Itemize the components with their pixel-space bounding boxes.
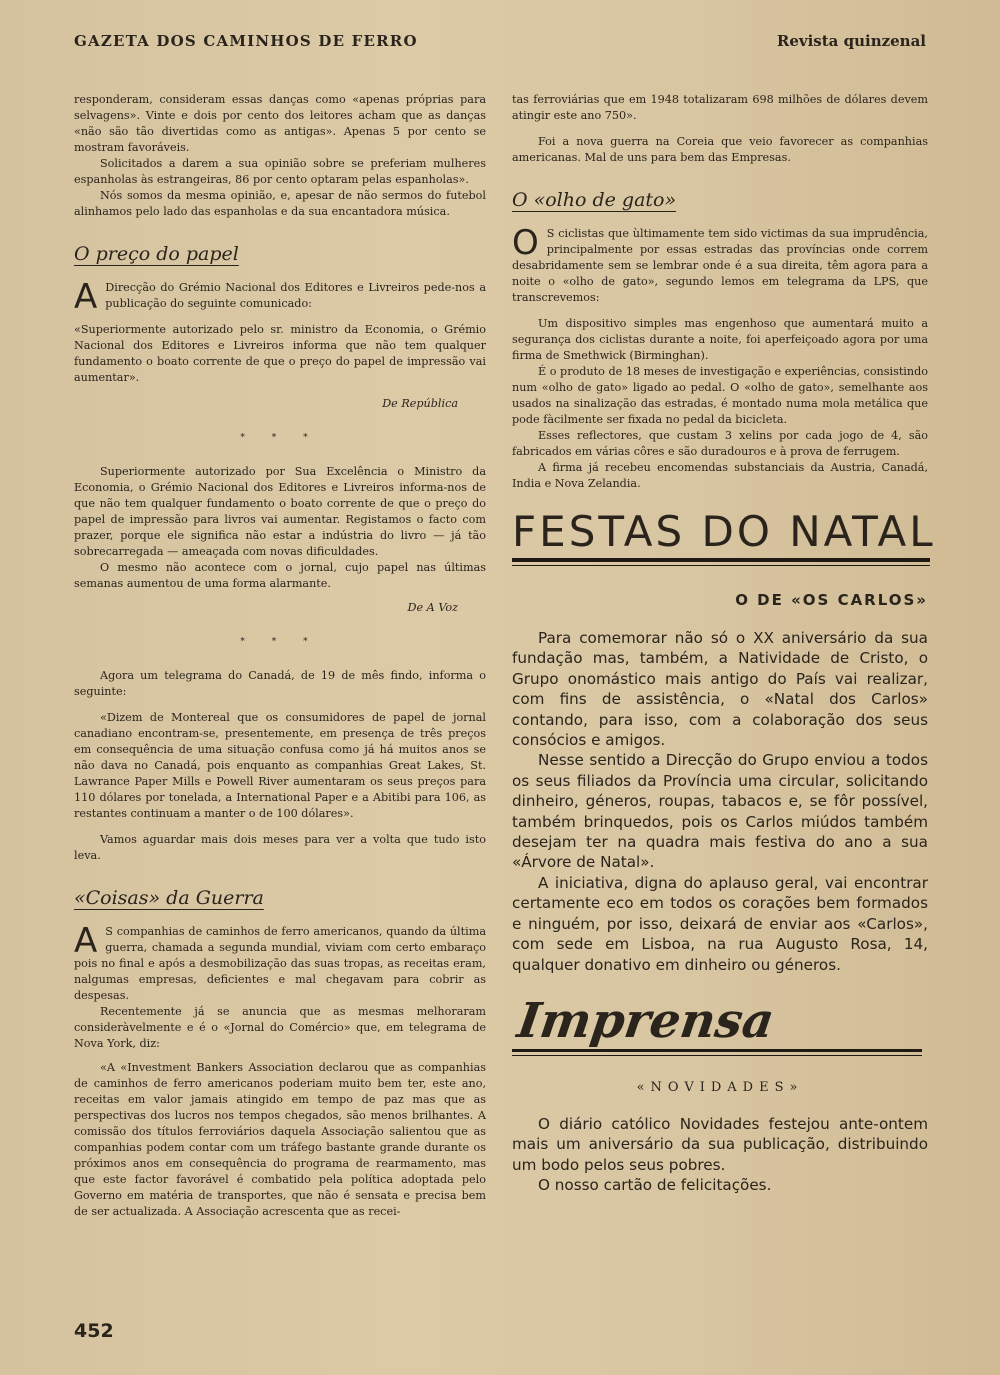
imprensa-title: Imprensa — [514, 992, 778, 1049]
section-title-preco-papel: O preço do papel — [74, 243, 239, 265]
continued-paragraph-2: Foi a nova guerra na Coreia que veio favorecer as companhias americanas. Mal de uns para bem das Empresas. — [512, 135, 928, 164]
intro-paragraph-3: Nós somos da mesma opinião, e, apesar de não sermos do futebol alinhamos pelo lado das espanholas e da sua encantadora música. — [74, 189, 486, 218]
separator-stars: * * * — [240, 433, 320, 443]
drop-cap: O — [512, 223, 539, 263]
title-rule-thick — [512, 558, 930, 562]
preco-signature-1: De República — [382, 397, 458, 410]
preco-paragraph-3: O mesmo não acontece com o jornal, cujo papel nas últimas semanas aumentou de uma forma alarmante. — [74, 561, 486, 590]
preco-signature-2: De A Voz — [407, 601, 458, 614]
imprensa-rule-thin — [512, 1055, 922, 1056]
page-number: 452 — [74, 1320, 114, 1342]
preco-paragraph-1: A Direcção do Grémio Nacional dos Editores e Livreiros pede-nos a publicação do seguinte comunicado: — [74, 277, 486, 317]
preco-paragraph-5: Vamos aguardar mais dois meses para ver a volta que tudo isto leva. — [74, 833, 486, 862]
olho-paragraph-4: Esses reflectores, que custam 3 xelins por cada jogo de 4, são fabricados em várias côres e são duradouros e à prova de ferrugem. — [512, 429, 928, 458]
coisas-paragraph-1: A S companhias de caminhos de ferro americanos, quando da última guerra, chamada a segunda mundial, viviam com certo embaraço pois no final e após a desmobilização das suas tropas, as receitas eram, nalgumas empresas, deficientes e mal chegavam para cobrir as despesas. — [74, 921, 486, 1002]
intro-paragraph-1: responderam, consideram essas danças como «apenas próprias para selvagens». Vinte e dois por cento dos leitores acham que as danças «não são tão divertidas como as antigas». Apenas 5 por cento se mostram favoráveis. — [74, 93, 486, 154]
preco-paragraph-2: Superiormente autorizado por Sua Excelência o Ministro da Economia, o Grémio Nacional dos Editores e Livreiros informa-nos de que não tem qualquer fundamento o boato corrente de que o preço do papel de impressão para livros vai aumentar. Registamos o facto com prazer, porque ele significa não estar a indústria do livro — já tão sobrecarregada — ameaçada com novas dificuldades. — [74, 465, 486, 558]
publication-frequency: Revista quinzenal — [776, 32, 926, 50]
left-column — [74, 92, 486, 1230]
continued-paragraph-1: tas ferroviárias que em 1948 totalizaram 698 milhões de dólares devem atingir este ano 750». — [512, 93, 928, 122]
preco-quote: «Superiormente autorizado pelo sr. ministro da Economia, o Grémio Nacional dos Editores e Livreiros informa que não tem qualquer fundamento o boato corrente de que o preço do papel de impressão vai aumentar». — [74, 323, 486, 384]
olho-paragraph-5: A firma já recebeu encomendas substanciais da Austria, Canadá, India e Nova Zelandia. — [512, 461, 928, 490]
drop-cap: A — [74, 277, 98, 317]
coisas-paragraph-2: Recentemente já se anuncia que as mesmas melhoraram consideràvelmente e é o «Jornal do Comércio» que, em telegrama de Nova York, diz: — [74, 1005, 486, 1050]
separator-stars: * * * — [240, 637, 320, 647]
imprensa-paragraph-1: O diário católico Novidades festejou ante-ontem mais um aniversário da sua publicação, distribuindo um bodo pelos seus pobres. — [512, 1114, 928, 1174]
imprensa-body — [512, 1114, 928, 1196]
festas-paragraph-3: A iniciativa, digna do aplauso geral, vai encontrar certamente eco em todos os corações bem formados e ninguém, por isso, deixará de enviar aos «Carlos», com sede em Lisboa, na rua Augusto Rosa, 14, qualquer donativo em dinheiro ou géneros. — [512, 873, 928, 974]
section-title-olho-gato: O «olho de gato» — [512, 189, 677, 211]
drop-cap: A — [74, 921, 98, 961]
olho-paragraph-3: É o produto de 18 meses de investigação e experiências, consistindo num «olho de gato» ligado ao pedal. O «olho de gato», semelhante aos usados na sinalização das estradas, é montado numa mola metálica que pode fàcilmente ser fixada no pedal da bicicleta. — [512, 365, 928, 426]
section-title-coisas-guerra: «Coisas» da Guerra — [74, 887, 264, 909]
festas-paragraph-1: Para comemorar não só o XX aniversário da sua fundação mas, também, a Natividade de Cristo, o Grupo onomástico mais antigo do País vai realizar, com fins de assistência, o «Natal dos Carlos» contando, para isso, com a colaboração dos seus consócios e amigos. — [512, 629, 928, 750]
olho-paragraph-2: Um dispositivo simples mas engenhoso que aumentará muito a segurança dos ciclistas durante a noite, foi aperfeiçoado agora por uma firma de Smethwick (Birminghan). — [512, 317, 928, 362]
festas-body — [512, 628, 928, 975]
preco-paragraph-4: Agora um telegrama do Canadá, de 19 de mês findo, informa o seguinte: — [74, 669, 486, 698]
imprensa-paragraph-2: O nosso cartão de felicitações. — [538, 1176, 772, 1195]
title-rule-thin — [512, 565, 930, 566]
festas-paragraph-2: Nesse sentido a Direcção do Grupo enviou a todos os seus filiados da Província uma circular, solicitando dinheiro, géneros, roupas, tabacos e, se fôr possível, também brinquedos, pois os Carlos miúdos também desejam ter na quadra mais festiva do ano a sua «Árvore de Natal». — [512, 751, 928, 872]
right-column — [512, 92, 936, 1196]
festas-subtitle: O DE «OS CARLOS» — [735, 591, 928, 609]
festas-natal-title: FESTAS DO NATAL — [512, 507, 936, 556]
coisas-quote: «A «Investment Bankers Association declarou que as companhias de caminhos de ferro americanos poderiam muito bem ter, este ano, receitas em valor jamais atingido em tempo de paz mas que as perspectivas dos lucros nos tempos chegados, são menos brilhantes. A comissão dos títulos ferroviários daquela Associação salientou que as companhias podem contar com um tráfego bastante grande durante os próximos anos em consequência do programa de rearmamento, mas que este factor favorável é combatido pela política adoptada pelo Governo em matéria de transportes, que não é sensata e precisa bem de ser actualizada. A Associação acrescenta que as recei- — [74, 1061, 486, 1218]
preco-quote-2: «Dizem de Montereal que os consumidores de papel de jornal canadiano encontram-se, presentemente, em presença de três preços em consequência de uma situação confusa como já há muitos anos se não dava no Canadá, pois enquanto as companhias Great Lakes, St. Lawrance Paper Mills e Powell River aumentaram os seus preços para 110 dólares por tonelada, a International Paper e a Abitibi para 106, as restantes continuam a manter o de 100 dólares». — [74, 711, 486, 820]
publication-title: GAZETA DOS CAMINHOS DE FERRO — [74, 32, 418, 50]
intro-paragraph-2: Solicitados a darem a sua opinião sobre se preferiam mulheres espanholas às estrangeiras, 86 por cento optaram pelas espanholas». — [74, 157, 486, 186]
novidades-subtitle: «NOVIDADES» — [636, 1079, 804, 1095]
imprensa-rule-thick — [512, 1049, 922, 1052]
olho-paragraph-1: O S ciclistas que ùltimamente tem sido victimas da sua imprudência, principalmente por essas estradas das províncias onde correm desabridamente sem se lembrar onde é a sua direita, têm agora para a noite o «olho de gato», segundo lemos em telegrama da LPS, que transcrevemos: — [512, 223, 928, 304]
